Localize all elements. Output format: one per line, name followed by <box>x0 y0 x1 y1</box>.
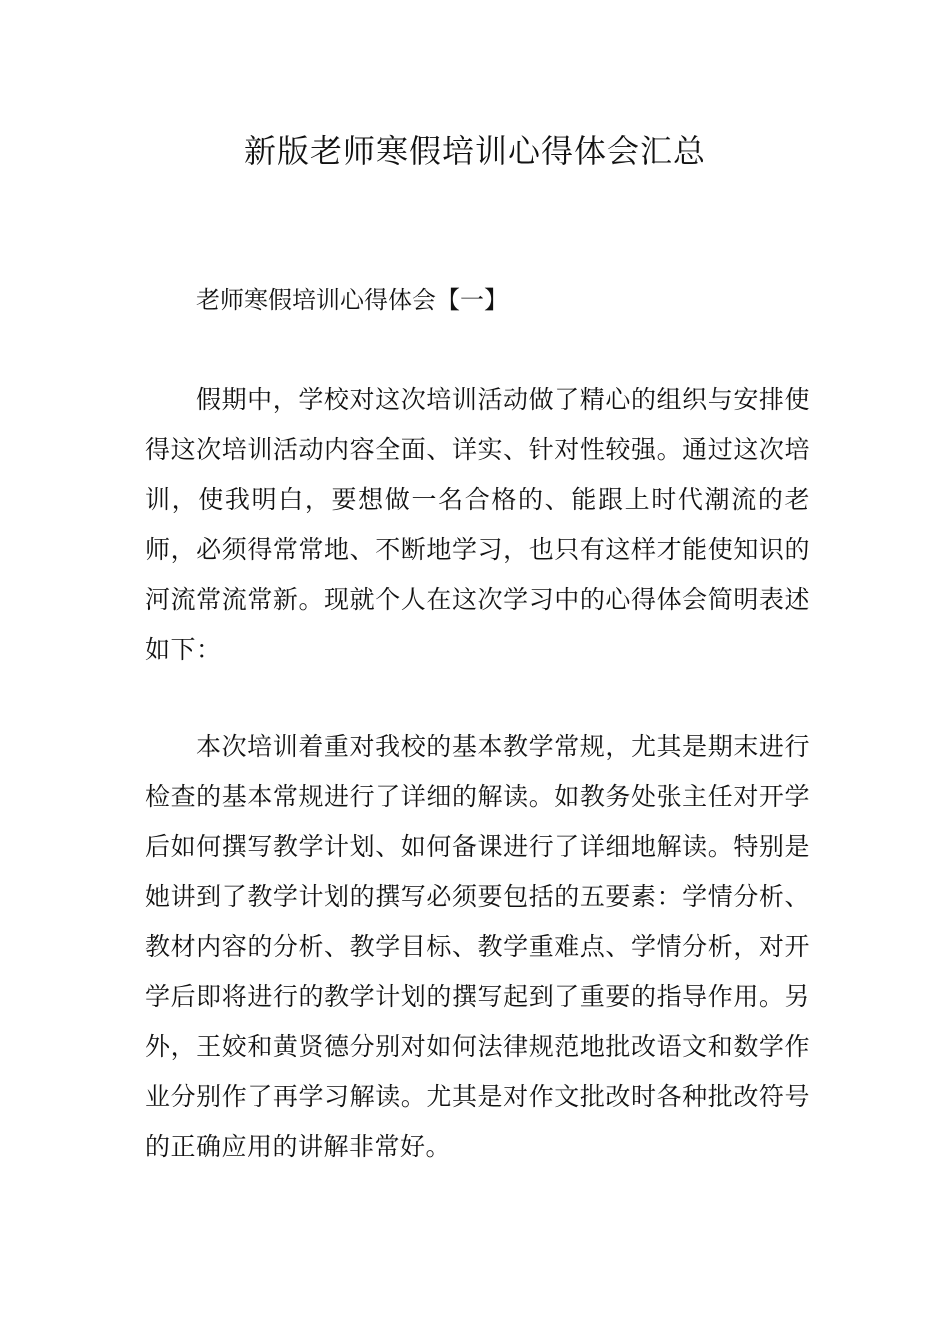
document-title: 新版老师寒假培训心得体会汇总 <box>243 132 706 170</box>
paragraph-2: 本次培训着重对我校的基本教学常规，尤其是期末进行检查的基本常规进行了详细的解读。如教务处张主任对开学后如何撰写教学计划、如何备课进行了详细地解读。特别是她讲到了教学计划的撰写必须要包括的五要素：学情分析、教材内容的分析、教学目标、教学重难点、学情分析，对开学后即将进行的教学计划的撰写起到了重要的指导作用。另外，王姣和黄贤德分别对如何法律规范地批改语文和数学作业分别作了再学习解读。尤其是对作文批改时各种批改符号的正确应用的讲解非常好。 <box>145 732 810 1161</box>
paragraph-1: 假期中，学校对这次培训活动做了精心的组织与安排使得这次培训活动内容全面、详实、针对性较强。通过这次培训，使我明白，要想做一名合格的、能跟上时代潮流的老师，必须得常常地、不断地学习，也只有这样才能使知识的河流常流常新。现就个人在这次学习中的心得体会简明表述如下： <box>145 385 810 664</box>
section-heading: 老师寒假培训心得体会【一】 <box>196 286 508 314</box>
